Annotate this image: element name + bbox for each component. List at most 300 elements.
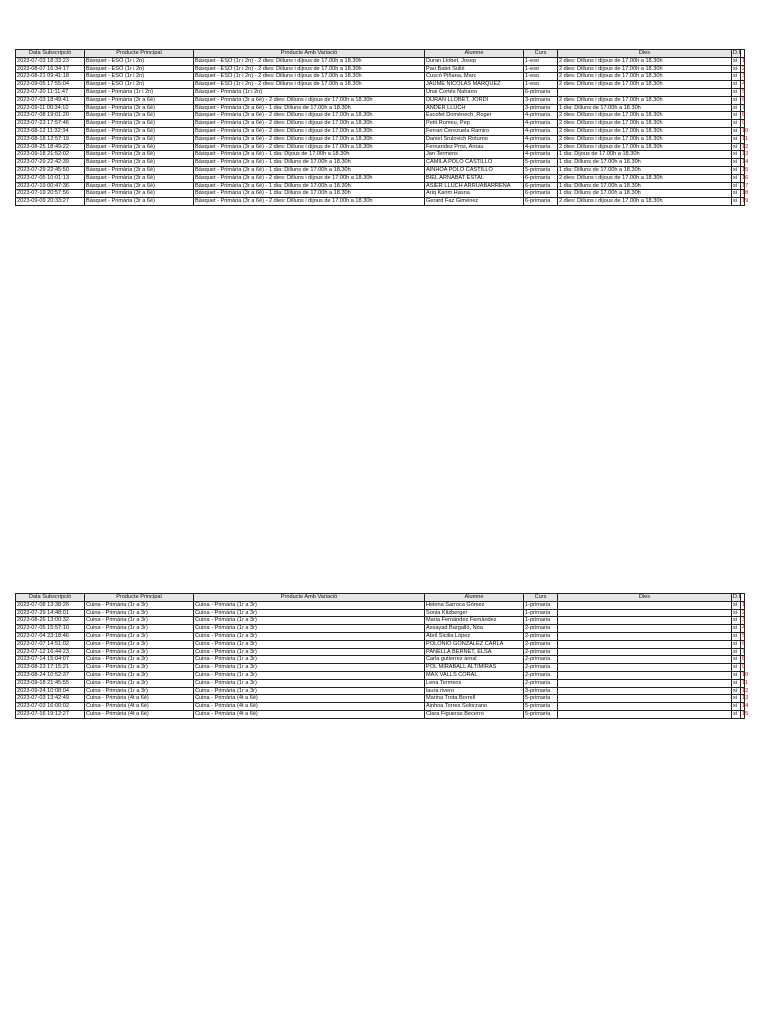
table-row [16, 664, 745, 672]
table-row [16, 625, 745, 633]
cell-producte-amb-variacio: Cuina - Primària (1r a 3r) [194, 625, 425, 633]
cell-dies [558, 625, 732, 633]
cell-producte-amb-variacio: Bàsquet - Primària (3r a 6è) - 2 dies: Dilluns i dijous de 17.00h a 18.30h [194, 96, 425, 104]
cell-curs: 3-primaria [524, 687, 558, 695]
cell-producte-amb-variacio: Cuina - Primària (1r a 3r) [194, 671, 425, 679]
cell-producte-amb-variacio: Bàsquet - Primària (3r a 6è) - 1 dia: Dilluns de 17.00h a 18.30h [194, 159, 425, 167]
cell-dies: 2 dies: Dilluns i dijous de 17.00h a 18.30h [558, 120, 732, 128]
col-header-dies: Dies [558, 594, 732, 602]
table-row [16, 65, 745, 73]
cell-alumne: Marina Trota Borrell [425, 695, 524, 703]
cell-dies: 2 dies: Dilluns i dijous de 17.00h a 18.30h [558, 81, 732, 89]
cell-dies: 2 dies: Dilluns i dijous de 17.00h a 18.30h [558, 127, 732, 135]
cell-alumne: Maria Fernández Fernàndez [425, 617, 524, 625]
cell-row-number: 17 [742, 182, 749, 189]
cell-row-number: 3 [742, 617, 746, 624]
cell-producte-principal: Bàsquet - Primària (3r a 6è) [85, 174, 194, 182]
cell-data-subscripcio: 2023-07-03 13:42:49 [16, 695, 85, 703]
cell-producte-principal: Bàsquet - Primària (3r a 6è) [85, 198, 194, 206]
cell-dies: 2 dies: Dilluns i dijous de 17.00h a 18.30h [558, 57, 732, 65]
cell-di: si [732, 159, 741, 167]
cell-producte-principal: Bàsquet - Primària (3r a 6è) [85, 182, 194, 190]
cell-dies [558, 664, 732, 672]
cell-row-number: 10 [742, 671, 749, 678]
cell-producte-principal: Bàsquet - Primària (3r a 6è) [85, 135, 194, 143]
cell-dies: 2 dies: Dilluns i dijous de 17.00h a 18.30h [558, 96, 732, 104]
cell-producte-principal: Bàsquet - Primària (3r a 6è) [85, 151, 194, 159]
table-row [16, 88, 745, 96]
cell-producte-principal: Bàsquet - Primària (3r a 6è) [85, 159, 194, 167]
cell-alumne: PANELLA BERNET, ELSA [425, 648, 524, 656]
cell-curs: 5-primaria [524, 710, 558, 718]
cell-di: si [732, 671, 741, 679]
cell-alumne: Jan Termens [425, 151, 524, 159]
col-header-curs: Curs [524, 50, 558, 58]
cell-di: si [732, 687, 741, 695]
cell-dies: 2 dies: Dilluns i dijous de 17.00h a 18.30h [558, 174, 732, 182]
cell-data-subscripcio: 2023-07-03 16:00:02 [16, 703, 85, 711]
cell-curs: 6-primaria [524, 198, 558, 206]
cell-di: si [732, 104, 741, 112]
cell-producte-amb-variacio: Bàsquet - Primària (3r a 6è) - 1 dia: Dilluns de 17.00h a 18.30h [194, 182, 425, 190]
col-header-di: D.I. [733, 594, 742, 600]
table-row [16, 104, 745, 112]
cell-curs: 2-primaria [524, 656, 558, 664]
cell-row-number: 8 [742, 112, 746, 119]
cell-producte-principal: Bàsquet - Primària (3r a 6è) [85, 127, 194, 135]
cell-producte-principal: Cuina - Primària (1r a 3r) [85, 671, 194, 679]
table-body [16, 601, 749, 718]
cell-alumne: Assayad Bargalló, Noa [425, 625, 524, 633]
cell-curs: 2-primaria [524, 640, 558, 648]
cell-producte-amb-variacio: Bàsquet - Primària (3r a 6è) - 1 dia: Dilluns de 17.00h a 18.30h [194, 190, 425, 198]
cell-dies [558, 695, 732, 703]
cell-row-number: 15 [742, 166, 749, 173]
header-row [16, 594, 745, 602]
cell-di: si [732, 73, 741, 81]
cell-curs: 2-primaria [524, 671, 558, 679]
cell-row-number: 4 [742, 625, 746, 632]
col-header-curs: Curs [524, 594, 558, 602]
cell-data-subscripcio: 2023-07-29 14:48:01 [16, 609, 85, 617]
cell-dies [558, 640, 732, 648]
col-header-data-subscripcio: Data Subscripció [16, 594, 85, 602]
cell-producte-amb-variacio: Cuina - Primària (1r a 3r) [194, 687, 425, 695]
cell-producte-amb-variacio: Cuina - Primària (4t a 6è) [194, 703, 425, 711]
cell-di: si [732, 640, 741, 648]
cell-alumne: Fernandez Pros, Arnau [425, 143, 524, 151]
cell-producte-principal: Cuina - Primària (1r a 3r) [85, 601, 194, 609]
cell-curs: 4-primaria [524, 127, 558, 135]
cell-curs: 1-primaria [524, 601, 558, 609]
cell-producte-amb-variacio: Bàsquet - ESO (1r i 2n) - 2 dies: Dilluns i dijous de 17.00h a 18.30h [194, 73, 425, 81]
cell-curs: 4-primaria [524, 151, 558, 159]
cell-producte-amb-variacio: Cuina - Primària (1r a 3r) [194, 640, 425, 648]
cell-producte-principal: Bàsquet - Primària (3r a 6è) [85, 96, 194, 104]
cell-dies: 1 dia: Dijous de 17.00h a 18.30h [558, 151, 732, 159]
cell-di: si [732, 656, 741, 664]
cell-di: si [732, 632, 741, 640]
cell-curs: 4-primaria [524, 143, 558, 151]
header-row [16, 50, 745, 58]
cell-producte-amb-variacio: Bàsquet - Primària (3r a 6è) - 1 dia: Dijous de 17.00h a 18.30h [194, 151, 425, 159]
cell-data-subscripcio: 2023-09-18 21:52:02 [16, 151, 85, 159]
cell-row-number: 1 [742, 601, 746, 608]
table-row [16, 166, 745, 174]
cell-producte-amb-variacio: Cuina - Primària (1r a 3r) [194, 664, 425, 672]
cell-data-subscripcio: 2023-08-23 17:15:21 [16, 664, 85, 672]
table-row [16, 679, 745, 687]
cell-dies: 2 dies: Dilluns i dijous de 17.00h a 18.30h [558, 198, 732, 206]
cell-curs: 6-primaria [524, 190, 558, 198]
cell-di: si [732, 703, 741, 711]
cell-curs: 4-primaria [524, 135, 558, 143]
cell-di: si [732, 609, 741, 617]
cell-data-subscripcio: 2023-07-19 00:47:36 [16, 182, 85, 190]
cell-producte-principal: Cuina - Primària (1r a 3r) [85, 617, 194, 625]
cell-di: si [732, 57, 741, 65]
cell-di: si [732, 96, 741, 104]
cell-dies: 1 dia: Dilluns de 17.00h a 18.30h [558, 166, 732, 174]
cell-alumne: Ainhoa Torres Solorzano [425, 703, 524, 711]
cell-row-number: 9 [742, 664, 746, 671]
table-row [16, 198, 745, 206]
cell-dies [558, 656, 732, 664]
cell-dies [558, 632, 732, 640]
cell-alumne: POL MIRABALL ALTIMIRAS [425, 664, 524, 672]
cell-dies: 2 dies: Dilluns i dijous de 17.00h a 18.30h [558, 73, 732, 81]
table-row [16, 640, 745, 648]
cell-row-number: 16 [742, 174, 749, 181]
cell-data-subscripcio: 2023-09-24 10:08:04 [16, 687, 85, 695]
col-header-alumne: Alumne [425, 50, 524, 58]
cell-data-subscripcio: 2023-07-29 22:42:39 [16, 159, 85, 167]
cell-data-subscripcio: 2023-07-19 20:57:56 [16, 190, 85, 198]
table-row [16, 120, 745, 128]
cell-alumne: ANDER LLUCH [425, 104, 524, 112]
cell-curs: 2-primaria [524, 648, 558, 656]
cell-producte-principal: Bàsquet - ESO (1r i 2n) [85, 65, 194, 73]
cell-data-subscripcio: 2023-07-12 16:44:23 [16, 648, 85, 656]
cell-row-number: 10 [742, 127, 749, 134]
cell-dies [558, 703, 732, 711]
cell-producte-amb-variacio: Cuina - Primària (1r a 3r) [194, 609, 425, 617]
cell-dies [558, 710, 732, 718]
cell-producte-amb-variacio: Bàsquet - Primària (3r a 6è) - 2 dies: Dilluns i dijous de 17.00h a 18.30h [194, 198, 425, 206]
cell-di: si [732, 190, 741, 198]
cell-alumne: MAX VALLS CORAL [425, 671, 524, 679]
table-row [16, 112, 745, 120]
cell-alumne: Unai Cortés Naharro [425, 88, 524, 96]
cell-producte-principal: Bàsquet - Primària (3r a 6è) [85, 120, 194, 128]
cell-data-subscripcio: 2023-07-07 14:51:02 [16, 640, 85, 648]
cell-curs: 4-primaria [524, 112, 558, 120]
cell-data-subscripcio: 2023-07-05 10:01:13 [16, 174, 85, 182]
cell-data-subscripcio: 2023-07-04 23:18:46 [16, 632, 85, 640]
cell-producte-amb-variacio: Bàsquet - ESO (1r i 2n) - 2 dies: Dilluns i dijous de 17.00h a 18.30h [194, 81, 425, 89]
table-body [16, 57, 749, 205]
cell-producte-amb-variacio: Cuina - Primària (1r a 3r) [194, 648, 425, 656]
cell-row-number: 2 [742, 65, 746, 72]
cell-di: si [732, 127, 741, 135]
cell-data-subscripcio: 2023-09-05 17:55:04 [16, 81, 85, 89]
table-row [16, 703, 745, 711]
table-row [16, 695, 745, 703]
cell-di: si [732, 120, 741, 128]
col-header-producte-amb-variacio: Producte Amb Variació [194, 50, 425, 58]
cell-producte-amb-variacio: Cuina - Primària (1r a 3r) [194, 632, 425, 640]
cell-di: si [732, 135, 741, 143]
cell-dies: 1 dia: Dilluns de 17.00h a 18.30h [558, 104, 732, 112]
cell-dies [558, 671, 732, 679]
cell-di: si [732, 88, 741, 96]
cell-dies: 1 dia: Dilluns de 17.00h a 18.30h [558, 159, 732, 167]
cell-data-subscripcio: 2023-08-24 10:52:37 [16, 671, 85, 679]
cell-producte-principal: Cuina - Primària (4t a 6è) [85, 710, 194, 718]
cell-alumne: ASIER LLUCH ARRUABARRENA [425, 182, 524, 190]
cell-di: si [732, 625, 741, 633]
cell-alumne: Sonia Kitzberger [425, 609, 524, 617]
table-row [16, 81, 745, 89]
cell-dies [558, 687, 732, 695]
table-row [16, 687, 745, 695]
cell-curs: 2-primaria [524, 632, 558, 640]
table-row [16, 73, 745, 81]
table-row [16, 601, 745, 609]
cell-producte-principal: Bàsquet - ESO (1r i 2n) [85, 73, 194, 81]
cuina-enrollment-table [15, 593, 749, 719]
cell-di: si [732, 695, 741, 703]
cell-producte-amb-variacio: Bàsquet - Primària (3r a 6è) - 2 dies: Dilluns i dijous de 17.00h a 18.30h [194, 120, 425, 128]
cell-producte-principal: Cuina - Primària (1r a 3r) [85, 625, 194, 633]
table-row [16, 632, 745, 640]
cell-producte-principal: Cuina - Primària (1r a 3r) [85, 679, 194, 687]
cell-curs: 3-primaria [524, 104, 558, 112]
cell-row-number: 5 [742, 632, 746, 639]
cell-alumne: Ferran Cerezuela Ramiro [425, 127, 524, 135]
cell-producte-principal: Cuina - Primària (4t a 6è) [85, 703, 194, 711]
cell-row-number: 4 [742, 81, 746, 88]
cell-producte-principal: Bàsquet - Primària (3r a 6è) [85, 166, 194, 174]
cell-data-subscripcio: 2023-07-29 22:45:50 [16, 166, 85, 174]
cell-producte-principal: Cuina - Primària (1r a 3r) [85, 687, 194, 695]
cell-data-subscripcio: 2023-09-11 00:34:10 [16, 104, 85, 112]
cell-producte-amb-variacio: Cuina - Primària (1r a 3r) [194, 679, 425, 687]
col-header-producte-principal: Producte Principal [85, 50, 194, 58]
cell-di: si [732, 151, 741, 159]
table-row [16, 609, 745, 617]
cell-alumne: BIEL ARNABAT ESTAL [425, 174, 524, 182]
cell-producte-principal: Bàsquet - Primària (3r a 6è) [85, 143, 194, 151]
cell-curs: 6-primaria [524, 174, 558, 182]
table-row [16, 143, 745, 151]
cell-data-subscripcio: 2023-09-18 21:45:55 [16, 679, 85, 687]
table-row [16, 190, 745, 198]
col-header-data-subscripcio: Data Subscripció [16, 50, 85, 58]
cell-di: si [732, 166, 741, 174]
cell-row-number: 18 [742, 190, 749, 197]
cell-row-number: 9 [742, 120, 746, 127]
cell-row-number: 6 [742, 640, 746, 647]
cell-row-number: 5 [742, 88, 746, 95]
cell-dies [558, 679, 732, 687]
cell-data-subscripcio: 2023-07-08 13:38:26 [16, 601, 85, 609]
cell-curs: 2-primaria [524, 625, 558, 633]
cell-producte-amb-variacio: Bàsquet - Primària (1r i 2n) [194, 88, 425, 96]
cell-producte-amb-variacio: Bàsquet - Primària (3r a 6è) - 2 dies: Dilluns i dijous de 17.00h a 18.30h [194, 135, 425, 143]
table-row [16, 96, 745, 104]
cell-row-number: 15 [742, 710, 749, 717]
cell-alumne: AINHOA POLO CASTILLO [425, 166, 524, 174]
table-row [16, 174, 745, 182]
cell-row-number: 13 [742, 151, 749, 158]
cell-data-subscripcio: 2023-07-14 15:04:07 [16, 656, 85, 664]
cell-di: si [732, 601, 741, 609]
cell-producte-principal: Cuina - Primària (4t a 6è) [85, 695, 194, 703]
col-header-producte-amb-variacio: Producte Amb Variació [194, 594, 425, 602]
cell-data-subscripcio: 2023-08-18 12:57:19 [16, 135, 85, 143]
table-row [16, 710, 745, 718]
cell-row-number: 7 [742, 104, 746, 111]
cell-producte-principal: Bàsquet - Primària (3r a 6è) [85, 104, 194, 112]
cell-producte-principal: Bàsquet - ESO (1r i 2n) [85, 81, 194, 89]
cell-producte-amb-variacio: Cuina - Primària (1r a 3r) [194, 617, 425, 625]
cell-producte-amb-variacio: Bàsquet - ESO (1r i 2n) - 2 dies: Dilluns i dijous de 17.00h a 18.30h [194, 65, 425, 73]
basquet-enrollment-sheet [15, 49, 749, 206]
cell-alumne: POLONIO GONZALEZ CARLA [425, 640, 524, 648]
cell-dies: 2 dies: Dilluns i dijous de 17.00h a 18.30h [558, 112, 732, 120]
cell-producte-principal: Bàsquet - Primària (1r i 2n) [85, 88, 194, 96]
cell-curs: 1-eso [524, 65, 558, 73]
cell-curs: 5-primaria [524, 695, 558, 703]
cell-di: si [732, 112, 741, 120]
cell-producte-principal: Cuina - Primària (1r a 3r) [85, 648, 194, 656]
cell-dies [558, 88, 732, 96]
cell-alumne: CAMILA POLO CASTILLO [425, 159, 524, 167]
cell-producte-amb-variacio: Bàsquet - ESO (1r i 2n) - 2 dies: Dilluns i dijous de 17.00h a 18.30h [194, 57, 425, 65]
cell-row-number: 3 [742, 73, 746, 80]
table-row [16, 159, 745, 167]
cell-curs: 5-primaria [524, 166, 558, 174]
cell-producte-principal: Bàsquet - ESO (1r i 2n) [85, 57, 194, 65]
cell-producte-principal: Bàsquet - Primària (3r a 6è) [85, 112, 194, 120]
cell-data-subscripcio: 2023-07-23 17:57:46 [16, 120, 85, 128]
cell-di: si [732, 679, 741, 687]
cell-row-number: 11 [742, 679, 748, 686]
cell-dies [558, 601, 732, 609]
cell-di: si [732, 664, 741, 672]
cell-data-subscripcio: 2023-09-09 20:33:27 [16, 198, 85, 206]
table-row [16, 135, 745, 143]
cell-curs: 2-primaria [524, 679, 558, 687]
cell-di: si [732, 617, 741, 625]
cell-producte-amb-variacio: Bàsquet - Primària (3r a 6è) - 1 dia: Dilluns de 17.00h a 18.30h [194, 166, 425, 174]
cell-producte-amb-variacio: Cuina - Primària (1r a 3r) [194, 656, 425, 664]
cell-dies [558, 609, 732, 617]
cell-curs: 6-primaria [524, 182, 558, 190]
cell-row-number: 8 [742, 656, 746, 663]
cell-row-number: 11 [742, 135, 748, 142]
cell-producte-amb-variacio: Bàsquet - Primària (3r a 6è) - 2 dies: Dilluns i dijous de 17.00h a 18.30h [194, 112, 425, 120]
cell-dies: 2 dies: Dilluns i dijous de 17.00h a 18.30h [558, 143, 732, 151]
cell-alumne: Cuscó Piñana, Marc [425, 73, 524, 81]
cell-row-number: 19 [742, 198, 749, 205]
cell-alumne: JAUME NICOLAS MARQUEZ [425, 81, 524, 89]
cell-producte-amb-variacio: Cuina - Primària (4t a 6è) [194, 710, 425, 718]
cell-di: si [732, 710, 741, 718]
cuina-enrollment-sheet [15, 593, 749, 719]
cell-row-number: 14 [742, 703, 749, 710]
table-row [16, 182, 745, 190]
cell-curs: 2-primaria [524, 664, 558, 672]
cell-producte-principal: Cuina - Primària (1r a 3r) [85, 664, 194, 672]
cell-di: si [732, 81, 741, 89]
cell-row-number: 7 [742, 648, 746, 655]
cell-producte-amb-variacio: Bàsquet - Primària (3r a 6è) - 1 dia: Dilluns de 17.00h a 18.30h [194, 104, 425, 112]
cell-dies: 2 dies: Dilluns i dijous de 17.00h a 18.30h [558, 65, 732, 73]
cell-producte-principal: Cuina - Primària (1r a 3r) [85, 609, 194, 617]
cell-curs: 1-eso [524, 57, 558, 65]
cell-curs: 1-primaria [524, 609, 558, 617]
cell-alumne: Gerard Faz Giménez [425, 198, 524, 206]
cell-data-subscripcio: 2023-08-07 16:34:17 [16, 65, 85, 73]
cell-producte-principal: Bàsquet - Primària (3r a 6è) [85, 190, 194, 198]
cell-producte-amb-variacio: Cuina - Primària (1r a 3r) [194, 601, 425, 609]
cell-row-number: 1 [742, 57, 746, 64]
cell-alumne: Daniel Srulovich Roturno [425, 135, 524, 143]
cell-dies [558, 617, 732, 625]
col-header-alumne: Alumne [425, 594, 524, 602]
cell-curs: 5-primaria [524, 703, 558, 711]
cell-producte-principal: Cuina - Primària (1r a 3r) [85, 656, 194, 664]
cell-row-number: 2 [742, 609, 746, 616]
table-row [16, 648, 745, 656]
cell-row-number: 6 [742, 96, 746, 103]
cell-curs: 1-primaria [524, 617, 558, 625]
cell-di: si [732, 182, 741, 190]
cell-curs: 4-primaria [524, 120, 558, 128]
table-row [16, 151, 745, 159]
cell-alumne: Abril Sicilia López [425, 632, 524, 640]
cell-dies: 1 dia: Dilluns de 17.00h a 18.30h [558, 182, 732, 190]
cell-alumne: DURAN LLOBET, JORDI [425, 96, 524, 104]
cell-row-number: 12 [742, 687, 749, 694]
table-row [16, 127, 745, 135]
cell-alumne: laura rivero [425, 687, 524, 695]
cell-data-subscripcio: 2023-08-26 13:00:32 [16, 617, 85, 625]
cell-data-subscripcio: 2023-08-12 11:32:34 [16, 127, 85, 135]
cell-producte-principal: Cuina - Primària (1r a 3r) [85, 640, 194, 648]
cell-producte-principal: Cuina - Primària (1r a 3r) [85, 632, 194, 640]
cell-curs: 5-primaria [524, 159, 558, 167]
cell-curs: 1-eso [524, 73, 558, 81]
cell-dies: 1 dia: Dilluns de 17.00h a 18.30h [558, 190, 732, 198]
cell-di: si [732, 648, 741, 656]
table-row [16, 57, 745, 65]
cell-producte-amb-variacio: Bàsquet - Primària (3r a 6è) - 2 dies: Dilluns i dijous de 17.00h a 18.30h [194, 174, 425, 182]
cell-alumne: Pau Batet Sullé [425, 65, 524, 73]
cell-data-subscripcio: 2023-08-21 09:41:18 [16, 73, 85, 81]
cell-dies: 2 dies: Dilluns i dijous de 17.00h a 18.30h [558, 135, 732, 143]
cell-data-subscripcio: 2023-07-03 18:49:41 [16, 96, 85, 104]
col-header-di: D.I. [733, 50, 742, 56]
cell-row-number: 12 [742, 143, 749, 150]
col-header-producte-principal: Producte Principal [85, 594, 194, 602]
cell-di: si [732, 198, 741, 206]
cell-data-subscripcio: 2023-08-25 18:49:22 [16, 143, 85, 151]
table-row [16, 656, 745, 664]
cell-alumne: Helena Sarroca Gómez [425, 601, 524, 609]
